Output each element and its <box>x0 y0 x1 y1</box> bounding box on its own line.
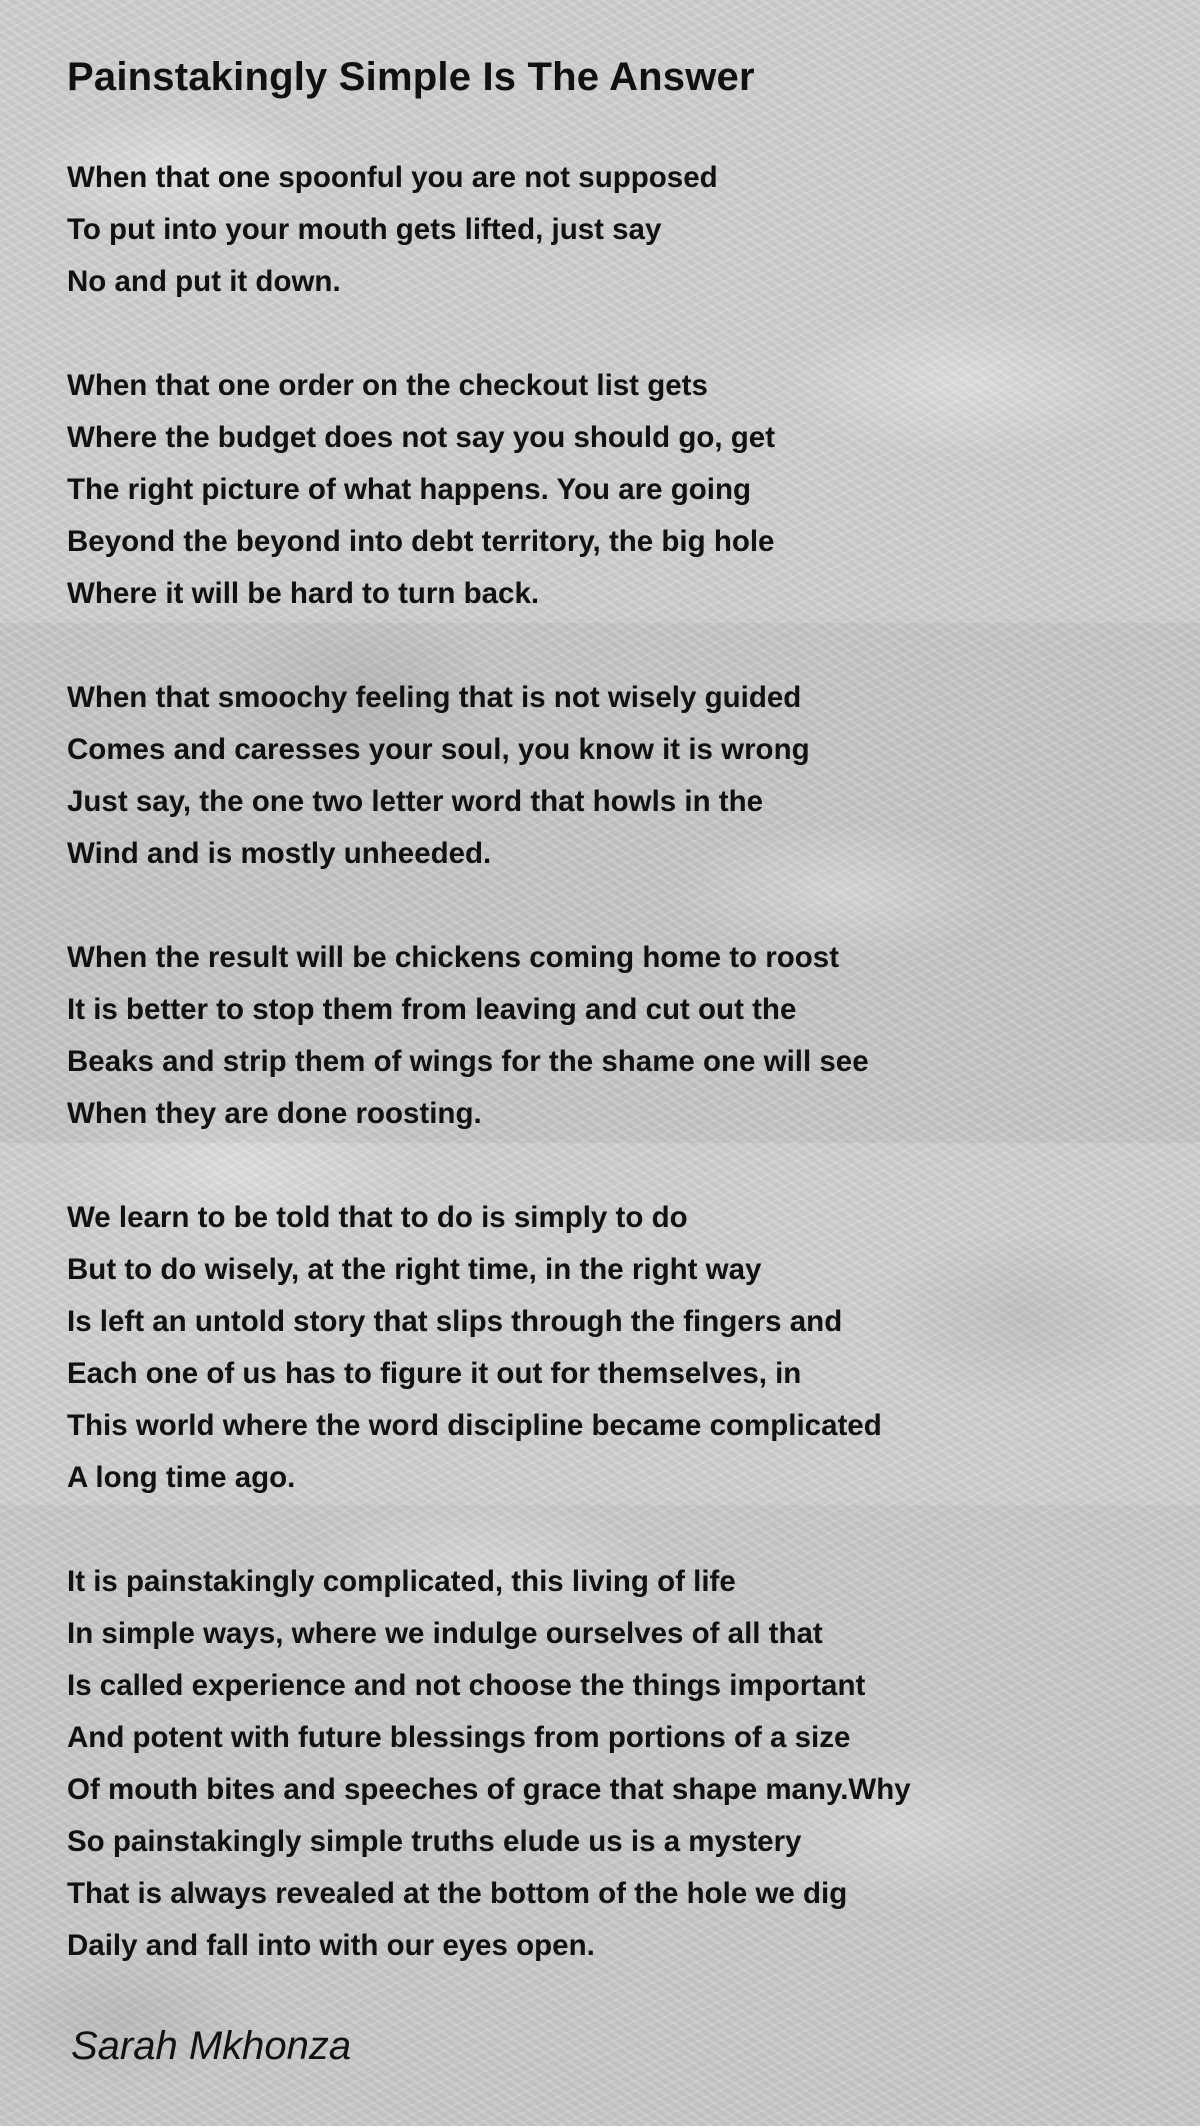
poem-line: Of mouth bites and speeches of grace that shape many.Why <box>67 1773 911 1806</box>
poem-line: Daily and fall into with our eyes open. <box>67 1929 595 1962</box>
poem-line: But to do wisely, at the right time, in the right way <box>67 1253 762 1286</box>
poem-line: And potent with future blessings from portions of a size <box>67 1721 851 1754</box>
poem-stanza <box>67 152 1167 308</box>
poem-line: Just say, the one two letter word that howls in the <box>67 785 764 818</box>
poem-line: That is always revealed at the bottom of the hole we dig <box>67 1877 848 1910</box>
poem-line: When the result will be chickens coming home to roost <box>67 941 840 974</box>
poem-line: Where the budget does not say you should go, get <box>67 421 776 454</box>
poem-line: It is painstakingly complicated, this living of life <box>67 1565 736 1598</box>
poem-body <box>67 152 1167 1972</box>
poem-line: It is better to stop them from leaving and cut out the <box>67 993 797 1026</box>
poem-stanza <box>67 1556 1167 1972</box>
poem-line: Beyond the beyond into debt territory, the big hole <box>67 525 775 558</box>
poem-stanza <box>67 1192 1167 1504</box>
poem-line: When that smoochy feeling that is not wisely guided <box>67 681 802 714</box>
poem-line: A long time ago. <box>67 1461 296 1494</box>
poem-stanza <box>67 932 1167 1140</box>
poem-line: In simple ways, where we indulge ourselves of all that <box>67 1617 823 1650</box>
poem-line: The right picture of what happens. You are going <box>67 473 752 506</box>
poem-page <box>67 50 1167 2024</box>
poem-line: Is left an untold story that slips through the fingers and <box>67 1305 843 1338</box>
poem-line: When they are done roosting. <box>67 1097 482 1130</box>
poem-stanza <box>67 360 1167 620</box>
poem-title: Painstakingly Simple Is The Answer <box>67 55 755 99</box>
poem-line: To put into your mouth gets lifted, just say <box>67 213 662 246</box>
poem-line: We learn to be told that to do is simply to do <box>67 1201 688 1234</box>
poem-line: Beaks and strip them of wings for the shame one will see <box>67 1045 869 1078</box>
poem-line: Each one of us has to figure it out for themselves, in <box>67 1357 802 1390</box>
poem-line: So painstakingly simple truths elude us is a mystery <box>67 1825 802 1858</box>
poem-line: When that one spoonful you are not supposed <box>67 161 718 194</box>
poem-line: This world where the word discipline became complicated <box>67 1409 882 1442</box>
poem-line: Is called experience and not choose the things important <box>67 1669 866 1702</box>
poem-author: Sarah Mkhonza <box>71 2024 352 2068</box>
poem-line: When that one order on the checkout list gets <box>67 369 708 402</box>
poem-stanza <box>67 672 1167 880</box>
poem-line: Where it will be hard to turn back. <box>67 577 540 610</box>
poem-line: Wind and is mostly unheeded. <box>67 837 492 870</box>
poem-line: Comes and caresses your soul, you know it is wrong <box>67 733 810 766</box>
poem-line: No and put it down. <box>67 265 341 298</box>
